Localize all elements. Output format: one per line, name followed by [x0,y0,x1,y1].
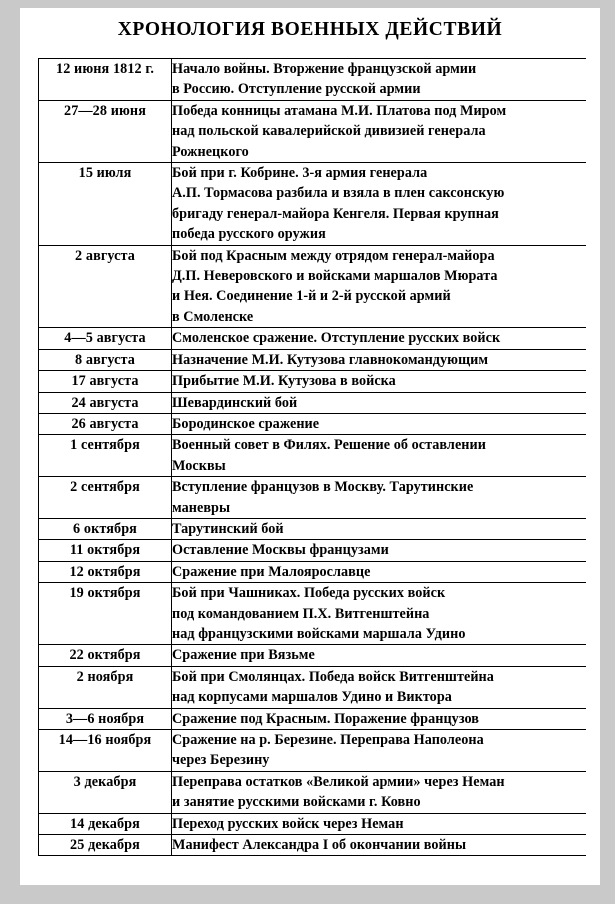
event-line: маневры [172,499,231,516]
event-line: и занятие русскими войсками г. Ковно [172,794,421,811]
event-line: Сражение при Вязьме [172,647,315,664]
date-text: 2 августа [75,247,135,264]
date-text: 11 октября [69,542,141,559]
date-cell [39,328,172,349]
event-line: над корпусами маршалов Удино и Виктора [172,689,452,706]
event-line: Сражение при Малоярославце [172,563,371,580]
date-cell [39,371,172,392]
event-line: Смоленское сражение. Отступление русских войск [172,330,501,347]
event-line: Тарутинский бой [172,520,284,537]
event-line: Манифест Александра I об окончании войны [172,837,467,854]
event-line: Бой под Красным между отрядом генерал-майора [172,247,495,264]
event-cell [172,583,587,645]
date-text: 4—5 августа [64,330,146,347]
date-text: 14—16 ноября [58,732,152,748]
date-text: 17 августа [71,373,139,390]
date-cell [39,392,172,413]
date-cell [39,349,172,370]
event-line: Победа конницы атамана М.И. Платова под Миром [172,102,507,119]
table-row [39,435,587,477]
date-cell [39,245,172,328]
event-line: Д.П. Неверовского и войсками маршалов Мюрата [172,268,498,285]
date-text: 2 ноября [76,668,134,685]
date-cell [39,540,172,561]
date-cell [39,435,172,477]
event-line: Шевардинский бой [172,394,298,411]
event-line: Сражение под Красным. Поражение французов [172,710,479,727]
date-text: 8 августа [75,351,135,368]
date-text: 12 июня 1812 г. [56,61,154,77]
chronology-table-container [38,58,586,856]
event-cell [172,349,587,370]
event-line: Начало войны. Вторжение французской армии [172,61,477,77]
date-cell [39,666,172,708]
event-line: над польской кавалерийской дивизией генерала [172,123,486,140]
event-cell [172,371,587,392]
event-line: Рожнецкого [172,143,249,160]
event-cell [172,835,587,856]
table-row [39,540,587,561]
table-row [39,328,587,349]
event-line: Бой при г. Кобрине. 3-я армия генерала [172,165,428,182]
event-line: Оставление Москвы французами [172,542,389,559]
date-cell [39,561,172,582]
event-line: победа русского оружия [172,226,326,243]
table-row [39,730,587,772]
event-cell [172,435,587,477]
date-cell [39,730,172,772]
event-line: бригаду генерал-майора Кенгеля. Первая крупная [172,205,499,222]
date-cell [39,518,172,539]
event-cell [172,477,587,519]
table-row [39,371,587,392]
event-line: под командованием П.Х. Витгенштейна [172,605,430,622]
event-line: Переправа остатков «Великой армии» через Неман [172,773,505,790]
event-cell [172,645,587,666]
table-row [39,813,587,834]
date-text: 3 декабря [73,773,137,790]
date-text: 19 октября [69,585,141,602]
date-cell [39,813,172,834]
page-title: ХРОНОЛОГИЯ ВОЕННЫХ ДЕЙСТВИЙ [117,19,503,40]
table-row [39,771,587,813]
event-line: Бой при Смолянцах. Победа войск Витгенштейна [172,668,494,685]
date-text: 24 августа [71,394,139,411]
date-text: 26 августа [71,415,139,432]
table-row [39,583,587,645]
event-line: в Смоленске [172,308,254,325]
event-line: через Березину [172,752,270,769]
date-cell [39,163,172,246]
event-line: Прибытие М.И. Кутузова в войска [172,373,396,390]
table-row [39,100,587,162]
table-row [39,708,587,729]
event-cell [172,100,587,162]
date-text: 12 октября [69,563,141,580]
date-cell [39,477,172,519]
event-cell [172,518,587,539]
event-line: Военный совет в Филях. Решение об оставлении [172,437,486,454]
chronology-table-body [39,59,587,856]
table-row [39,835,587,856]
date-text: 2 сентября [70,479,140,496]
date-text: 27—28 июня [64,102,146,119]
event-line: и Нея. Соединение 1-й и 2-й русской армий [172,288,451,305]
date-text: 15 июля [78,165,132,182]
date-cell [39,708,172,729]
date-cell [39,645,172,666]
event-line: Бородинское сражение [172,415,320,432]
event-line: Бой при Чашниках. Победа русских войск [172,585,446,602]
date-text: 6 октября [73,520,137,537]
event-cell [172,708,587,729]
table-row [39,518,587,539]
date-text: 22 октября [69,647,141,664]
event-line: Москвы [172,457,226,474]
table-row [39,666,587,708]
date-cell [39,100,172,162]
event-line: над французскими войсками маршала Удино [172,625,466,642]
table-row [39,413,587,434]
date-cell [39,59,172,101]
event-line: в Россию. Отступление русской армии [172,81,421,98]
table-row [39,392,587,413]
date-cell [39,413,172,434]
event-line: Вступление французов в Москву. Тарутинские [172,479,474,496]
date-text: 25 декабря [70,837,140,854]
table-row [39,59,587,101]
table-row [39,645,587,666]
table-row [39,245,587,328]
event-cell [172,328,587,349]
chronology-table [38,58,586,856]
date-text: 3—6 ноября [65,710,145,727]
event-cell [172,813,587,834]
date-cell [39,771,172,813]
event-cell [172,666,587,708]
event-cell [172,540,587,561]
event-cell [172,413,587,434]
date-text: 1 сентября [70,437,140,454]
event-line: Сражение на р. Березине. Переправа Наполеона [172,732,484,748]
table-row [39,561,587,582]
document-page [20,8,600,885]
date-text: 14 декабря [70,815,140,832]
event-line: Переход русских войск через Неман [172,815,404,832]
event-cell [172,771,587,813]
event-cell [172,59,587,101]
date-cell [39,583,172,645]
event-cell [172,730,587,772]
event-cell [172,245,587,328]
event-cell [172,392,587,413]
event-line: Назначение М.И. Кутузова главнокомандующим [172,351,489,368]
date-cell [39,835,172,856]
table-row [39,163,587,246]
table-row [39,477,587,519]
event-cell [172,163,587,246]
event-cell [172,561,587,582]
table-row [39,349,587,370]
event-line: А.П. Тормасова разбила и взяла в плен саксонскую [172,185,505,202]
